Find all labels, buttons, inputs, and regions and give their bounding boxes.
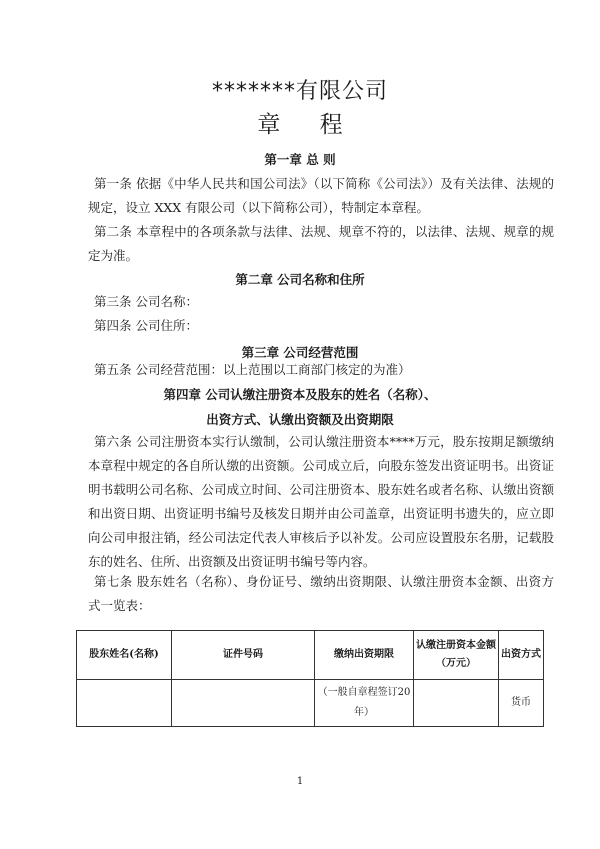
table-row bbox=[77, 680, 544, 727]
company-title: *******有限公司 bbox=[211, 79, 388, 104]
article-7: 第七条 股东姓名（名称）、身份证号、缴纳出资期限、认缴注册资本金额、出资方式一览表： bbox=[88, 574, 554, 613]
table-header-cell: 认缴注册资本金额（万元） bbox=[414, 631, 499, 680]
chapter-4-heading-line1: 第四章 公司认缴注册资本及股东的姓名（名称）、 bbox=[163, 387, 437, 402]
table-header-cell: 股东姓名(名称) bbox=[77, 631, 172, 680]
chapter-4-heading-line2: 出资方式、认缴出资额及出资期限 bbox=[206, 412, 394, 427]
page-number: 1 bbox=[296, 776, 304, 787]
table-cell bbox=[77, 680, 172, 727]
article-6: 第六条 公司注册资本实行认缴制，公司认缴注册资本****万元，股东按期足额缴纳本章程中规定的各自所认缴的出资额。公司成立后，向股东签发出资证明书。出资证明书载明公司名称、公司成立时间、公司注册资本、股东姓名或者名称、认缴出资额和出资日期、出资证明书编号及核发日期并由公司盖章，出资证明书遗失的，应立即向公司申报注销，经公司法定代表人审核后予以补发。公司应设置股东名册，记载股东的姓名、住所、出资额及出资证明书编号等内容。 bbox=[88, 434, 554, 569]
table-cell: （一般自章程签订20年） bbox=[315, 680, 414, 727]
table-cell: 货币 bbox=[499, 680, 544, 727]
article-3: 第三条 公司名称： bbox=[94, 294, 198, 309]
table-cell bbox=[172, 680, 315, 727]
shareholder-table bbox=[76, 630, 544, 727]
chapter-2-heading: 第二章 公司名称和住所 bbox=[235, 272, 365, 287]
article-2: 第二条 本章程中的各项条款与法律、法规、规章不符的，以法律、法规、规章的规定为准。 bbox=[88, 224, 554, 263]
table-header-cell: 缴纳出资期限 bbox=[315, 631, 414, 680]
article-1: 第一条 依据《中华人民共和国公司法》（以下简称《公司法》）及有关法律、法规的规定，设立 XXX 有限公司（以下简称公司），特制定本章程。 bbox=[88, 176, 554, 215]
chapter-1-heading: 第一章 总 则 bbox=[264, 152, 336, 167]
article-4: 第四条 公司住所： bbox=[94, 318, 198, 333]
table-header-row bbox=[77, 631, 544, 680]
document-title: 章 程 bbox=[257, 112, 359, 138]
chapter-3-heading: 第三章 公司经营范围 bbox=[241, 345, 359, 360]
table-cell bbox=[414, 680, 499, 727]
table-header-cell: 出资方式 bbox=[499, 631, 544, 680]
table-header-cell: 证件号码 bbox=[172, 631, 315, 680]
article-5: 第五条 公司经营范围：以上范围以工商部门核定的为准） bbox=[94, 362, 411, 377]
